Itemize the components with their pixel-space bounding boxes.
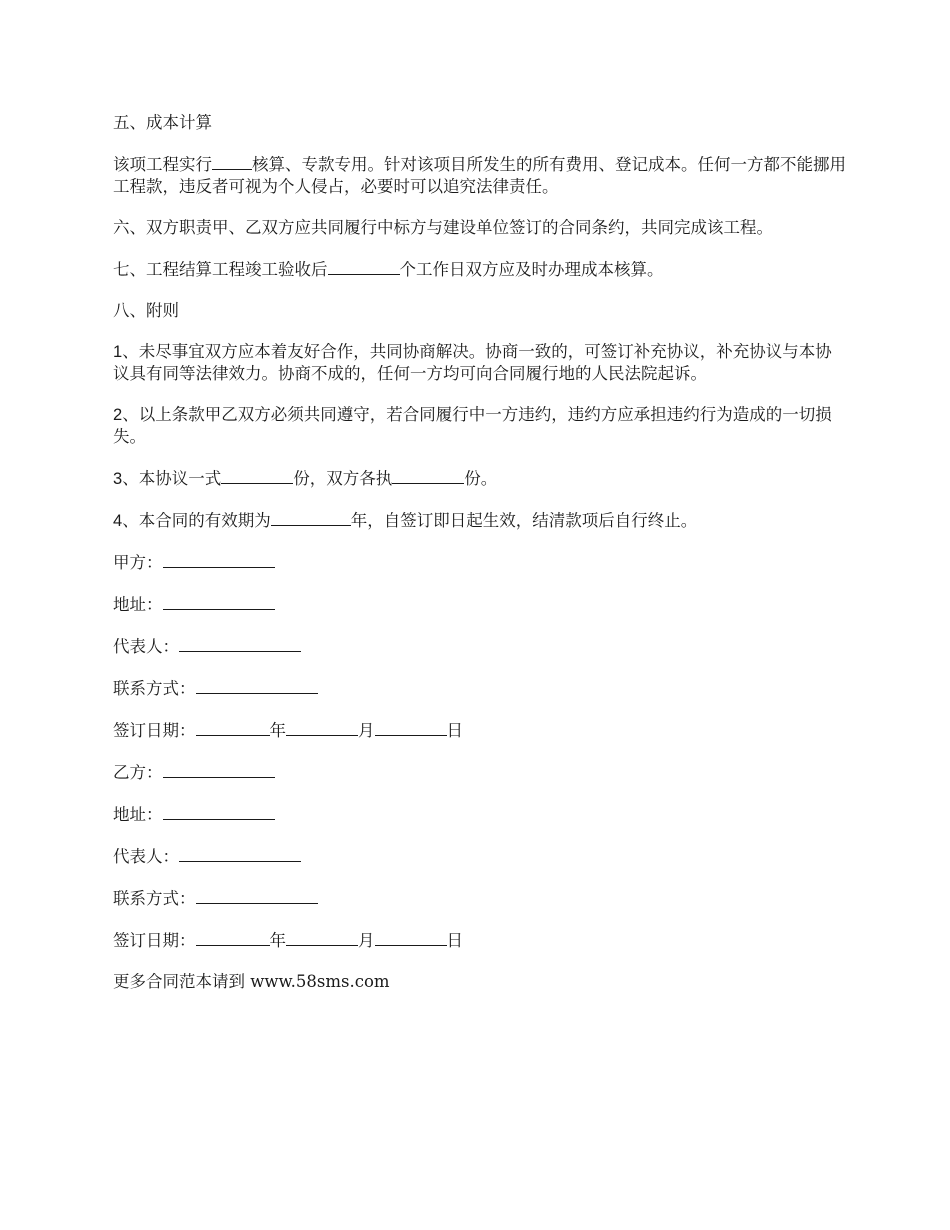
party-b-address-blank — [163, 803, 275, 820]
party-b-contact-blank — [196, 887, 318, 904]
party-b-month-blank — [286, 929, 358, 946]
party-b-sign-date-line: 签订日期： 年 月 日 — [113, 931, 463, 950]
party-b-name-blank — [163, 761, 275, 778]
party-a-address-line: 地址： — [113, 593, 848, 616]
party-a-day-blank — [375, 719, 447, 736]
party-a-month-blank — [286, 719, 358, 736]
party-a-representative-line: 代表人： — [113, 635, 848, 658]
section-7-body: 七、工程结算工程竣工验收后 个工作日双方应及时办理成本核算。 — [113, 260, 664, 279]
accounting-method-blank — [212, 153, 252, 170]
article-4: 4、本合同的有效期为 年，自签订即日起生效，结清款项后自行终止。 — [113, 511, 698, 530]
article-1: 1、未尽事宜双方应本着友好合作，共同协商解决。协商一致的，可签订补充协议，补充协议与本协议具有同等法律效力。协商不成的，任何一方均可向合同履行地的人民法院起诉。 — [113, 342, 832, 383]
section-6-body: 六、双方职责甲、乙双方应共同履行中标方与建设单位签订的合同条约，共同完成该工程。 — [113, 218, 773, 237]
party-b-contact-line: 联系方式： — [113, 887, 848, 910]
party-b-line: 乙方： — [113, 761, 848, 784]
validity-years-blank — [271, 509, 351, 526]
copies-each-blank — [392, 467, 464, 484]
party-a-name-blank — [163, 551, 275, 568]
article-3: 3、本协议一式 份，双方各执 份。 — [113, 469, 498, 488]
section-5-title: 五、成本计算 — [113, 113, 212, 132]
party-a-address-blank — [163, 593, 275, 610]
party-a-contact-line: 联系方式： — [113, 677, 848, 700]
party-b-day-blank — [375, 929, 447, 946]
party-b-representative-blank — [179, 845, 301, 862]
footer-note: 更多合同范本请到 www.58sms.com — [113, 972, 390, 991]
party-a-contact-blank — [196, 677, 318, 694]
party-a-line: 甲方： — [113, 551, 848, 574]
section-5-body: 该项工程实行 核算、专款专用。针对该项目所发生的所有费用、登记成本。任何一方都不能挪用工程款，违反者可视为个人侵占，必要时可以追究法律责任。 — [113, 155, 846, 196]
party-b-address-line: 地址： — [113, 803, 848, 826]
contract-document — [113, 112, 848, 1012]
party-a-representative-blank — [179, 635, 301, 652]
party-b-representative-line: 代表人： — [113, 845, 848, 868]
copies-total-blank — [221, 467, 293, 484]
work-days-blank — [328, 258, 400, 275]
party-b-year-blank — [196, 929, 270, 946]
party-a-sign-date-line: 签订日期： 年 月 日 — [113, 721, 463, 740]
article-2: 2、以上条款甲乙双方必须共同遵守，若合同履行中一方违约，违约方应承担违约行为造成的一切损失。 — [113, 405, 832, 446]
section-8-title: 八、附则 — [113, 301, 179, 320]
party-a-year-blank — [196, 719, 270, 736]
